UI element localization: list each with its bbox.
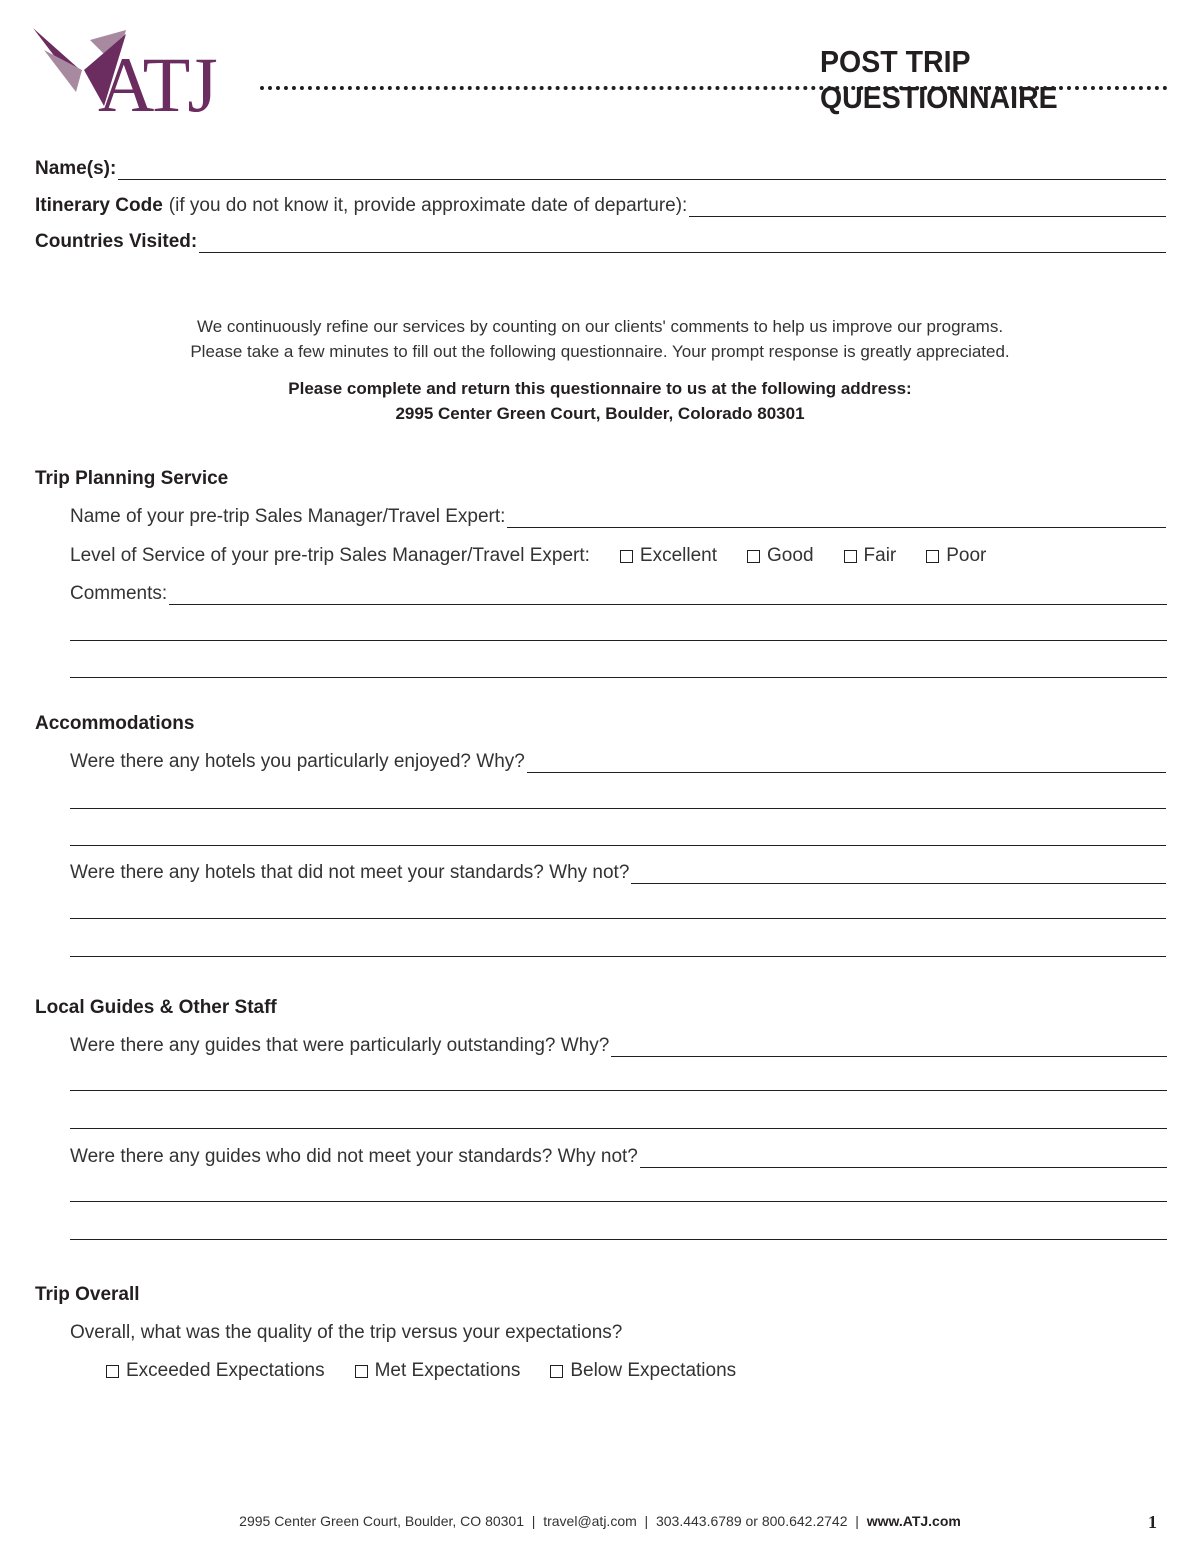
logo-text: ATJ bbox=[98, 41, 215, 128]
footer: 2995 Center Green Court, Boulder, CO 80301 | travel@atj.com | 303.443.6789 or 800.642.2742 | www.ATJ.com bbox=[239, 1513, 961, 1529]
hotels-enjoyed-question: Were there any hotels you particularly enjoyed? Why? bbox=[70, 751, 525, 772]
comments-field[interactable] bbox=[70, 583, 1167, 605]
guides-not-standard-question: Were there any guides who did not meet your standards? Why not? bbox=[70, 1146, 638, 1167]
guides-not-standard-field[interactable] bbox=[70, 1146, 1167, 1168]
hotels-not-standard-line-3[interactable] bbox=[70, 956, 1166, 957]
checkbox-box[interactable] bbox=[926, 550, 939, 563]
guides-outstanding-line-2[interactable] bbox=[70, 1090, 1167, 1091]
footer-address: 2995 Center Green Court, Boulder, CO 80301 bbox=[239, 1513, 524, 1529]
names-field[interactable] bbox=[35, 158, 1166, 180]
manager-name-field[interactable] bbox=[70, 506, 1166, 528]
return-address: 2995 Center Green Court, Boulder, Colorado 80301 bbox=[395, 404, 805, 423]
checkbox-box[interactable] bbox=[620, 550, 633, 563]
footer-website[interactable]: www.ATJ.com bbox=[866, 1513, 961, 1529]
overall-question: Overall, what was the quality of the trip versus your expectations? bbox=[70, 1322, 623, 1343]
hotels-not-standard-field[interactable] bbox=[70, 862, 1166, 884]
hotels-not-standard-line-2[interactable] bbox=[70, 918, 1166, 919]
guides-outstanding-field[interactable] bbox=[70, 1035, 1167, 1057]
checkbox-met-expectations[interactable]: Met Expectations bbox=[355, 1360, 521, 1382]
atj-logo bbox=[30, 26, 235, 136]
countries-field[interactable] bbox=[35, 231, 1166, 253]
intro-line-1: We continuously refine our services by counting on our clients' comments to help us improve our programs. bbox=[196, 317, 1004, 336]
checkbox-below-expectations[interactable]: Below Expectations bbox=[550, 1360, 736, 1382]
service-level-label: Level of Service of your pre-trip Sales Manager/Travel Expert: bbox=[70, 545, 590, 566]
checkbox-box[interactable] bbox=[355, 1365, 368, 1378]
itinerary-field[interactable] bbox=[35, 195, 1166, 217]
section-heading-guides: Local Guides & Other Staff bbox=[35, 997, 277, 1018]
hotels-enjoyed-line-3[interactable] bbox=[70, 845, 1166, 846]
comments-line-2[interactable] bbox=[70, 640, 1167, 641]
service-level-row bbox=[70, 545, 1016, 567]
intro-line-2: Please take a few minutes to fill out the following questionnaire. Your prompt response is greatly appreciated. bbox=[190, 342, 1010, 361]
guides-outstanding-question: Were there any guides that were particularly outstanding? Why? bbox=[70, 1035, 610, 1056]
guides-not-standard-line-3[interactable] bbox=[70, 1239, 1167, 1240]
checkbox-box[interactable] bbox=[550, 1365, 563, 1378]
section-heading-trip-overall: Trip Overall bbox=[35, 1284, 140, 1305]
checkbox-excellent[interactable]: Excellent bbox=[620, 545, 717, 567]
checkbox-box[interactable] bbox=[844, 550, 857, 563]
guides-not-standard-line-2[interactable] bbox=[70, 1201, 1167, 1202]
checkbox-fair[interactable]: Fair bbox=[844, 545, 897, 567]
hotels-enjoyed-field[interactable] bbox=[70, 751, 1166, 773]
checkbox-box[interactable] bbox=[106, 1365, 119, 1378]
section-heading-trip-planning: Trip Planning Service bbox=[35, 468, 229, 489]
expectation-options bbox=[106, 1360, 766, 1382]
comments-line-3[interactable] bbox=[70, 677, 1167, 678]
checkbox-box[interactable] bbox=[747, 550, 760, 563]
countries-label: Countries Visited: bbox=[35, 231, 198, 252]
itinerary-label: Itinerary Code bbox=[35, 195, 163, 216]
checkbox-exceeded-expectations[interactable]: Exceeded Expectations bbox=[106, 1360, 325, 1382]
hotels-enjoyed-line-2[interactable] bbox=[70, 808, 1166, 809]
section-heading-accommodations: Accommodations bbox=[35, 713, 195, 734]
return-instruction: Please complete and return this questionnaire to us at the following address: bbox=[288, 379, 912, 398]
comments-label: Comments: bbox=[70, 583, 168, 604]
checkbox-good[interactable]: Good bbox=[747, 545, 813, 567]
guides-outstanding-line-3[interactable] bbox=[70, 1128, 1167, 1129]
footer-email[interactable]: travel@atj.com bbox=[543, 1513, 637, 1529]
title-dotted-rule bbox=[260, 86, 1168, 90]
page-title: POST TRIP QUESTIONNAIRE bbox=[820, 44, 1058, 115]
checkbox-poor[interactable]: Poor bbox=[926, 545, 986, 567]
footer-phones: 303.443.6789 or 800.642.2742 bbox=[655, 1513, 848, 1529]
itinerary-note: (if you do not know it, provide approximate date of departure): bbox=[168, 195, 688, 216]
hotels-not-standard-question: Were there any hotels that did not meet your standards? Why not? bbox=[70, 862, 630, 883]
names-label: Name(s): bbox=[35, 158, 117, 179]
page-number: 1 bbox=[1148, 1512, 1157, 1532]
manager-name-label: Name of your pre-trip Sales Manager/Travel Expert: bbox=[70, 506, 506, 527]
